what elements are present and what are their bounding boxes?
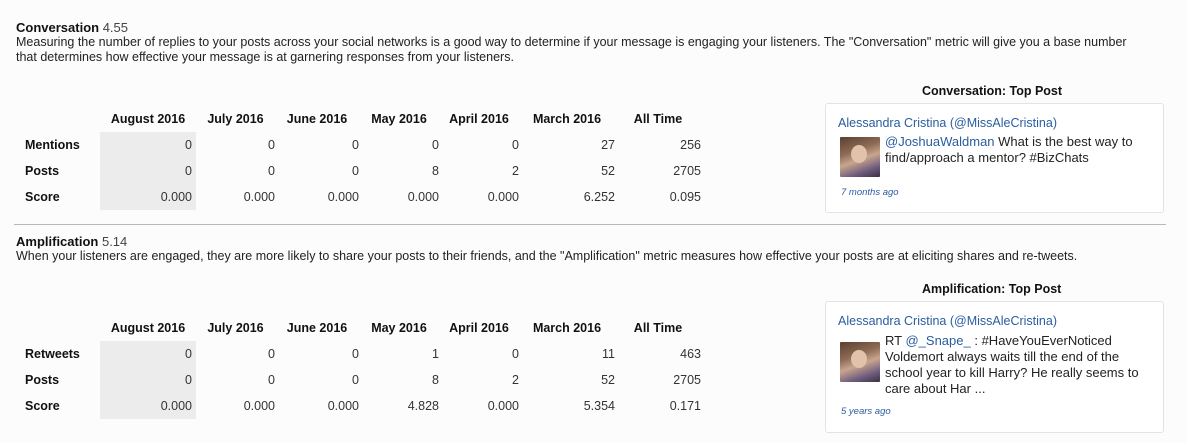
amplification-description: When your listeners are engaged, they are more likely to share your posts to their friends, and the "Amplification" metric measures how effective your posts are at eliciting shares and re-tweets. <box>16 249 1078 263</box>
row-label: Score <box>25 399 60 413</box>
column-header: April 2016 <box>449 112 509 126</box>
table-cell: 6.252 <box>583 190 615 204</box>
table-cell: 0.000 <box>100 393 196 419</box>
table-cell: 0 <box>352 138 359 152</box>
column-header: July 2016 <box>207 112 264 126</box>
tweet-mention-link[interactable]: @JoshuaWaldman <box>885 134 995 149</box>
amplification-table <box>16 315 701 419</box>
table-cell: 52 <box>601 164 615 178</box>
top-post-timestamp[interactable]: 7 months ago <box>841 187 899 198</box>
table-cell: 0 <box>100 341 196 367</box>
tweet-body: What is the best way to find/approach a mentor? #BizChats <box>885 134 1133 165</box>
row-label: Mentions <box>25 138 80 152</box>
table-row <box>16 184 701 210</box>
column-header: March 2016 <box>532 321 602 335</box>
row-label: Retweets <box>25 347 80 361</box>
column-header: May 2016 <box>371 112 427 126</box>
table-corner <box>16 106 100 132</box>
table-cell: 0.171 <box>669 399 701 413</box>
table-cell: 0 <box>432 138 439 152</box>
top-post-author-link[interactable]: Alessandra Cristina (@MissAleCristina) <box>838 116 1057 130</box>
table-header-row <box>16 106 701 132</box>
table-cell: 0 <box>268 138 275 152</box>
table-cell: 0.000 <box>243 399 275 413</box>
conversation-score: 4.55 <box>102 20 129 35</box>
table-cell: 2 <box>512 164 519 178</box>
table-cell: 0 <box>268 347 275 361</box>
conversation-top-post-heading: Conversation: Top Post <box>922 84 1063 98</box>
column-header: June 2016 <box>286 321 348 335</box>
tweet-mention-link[interactable]: @_Snape_ <box>905 333 971 348</box>
table-cell: 0.000 <box>327 399 359 413</box>
top-post-text <box>885 134 1155 166</box>
table-cell: 0 <box>352 347 359 361</box>
section-divider <box>14 224 1166 225</box>
conversation-table <box>16 106 701 210</box>
amplification-score: 5.14 <box>101 234 128 249</box>
table-cell: 256 <box>680 138 701 152</box>
tweet-prefix: RT <box>885 333 906 348</box>
table-cell: 2705 <box>673 373 701 387</box>
column-header: August 2016 <box>110 112 186 126</box>
table-cell: 0.000 <box>327 190 359 204</box>
table-cell: 0.000 <box>487 190 519 204</box>
table-cell: 0 <box>100 132 196 158</box>
table-cell: 0 <box>512 347 519 361</box>
table-cell: 11 <box>602 347 615 361</box>
column-header: All Time <box>633 321 683 335</box>
table-row <box>16 158 701 184</box>
table-cell: 0 <box>352 164 359 178</box>
amplification-top-post-card <box>825 301 1164 433</box>
table-corner <box>16 315 100 341</box>
amplification-title: Amplification <box>16 234 99 249</box>
column-header: April 2016 <box>449 321 509 335</box>
conversation-heading <box>16 20 1170 35</box>
table-cell: 5.354 <box>583 399 615 413</box>
table-cell: 0.000 <box>243 190 275 204</box>
top-post-timestamp[interactable]: 5 years ago <box>841 406 891 417</box>
table-cell: 27 <box>601 138 615 152</box>
table-cell: 0.000 <box>487 399 519 413</box>
table-cell: 2705 <box>673 164 701 178</box>
conversation-top-post-card <box>825 103 1164 213</box>
table-cell: 52 <box>601 373 615 387</box>
table-cell: 8 <box>432 373 439 387</box>
conversation-description: Measuring the number of replies to your posts across your social networks is a good way to determine if your message is engaging your listeners. The "Conversation" metric will give you a base number that determines how effective your message is at garnering responses from your listeners. <box>16 35 1127 64</box>
table-cell: 2 <box>512 373 519 387</box>
table-cell: 0.000 <box>407 190 439 204</box>
table-cell: 1 <box>432 347 439 361</box>
amplification-top-post-heading: Amplification: Top Post <box>922 282 1062 296</box>
amplification-heading <box>16 234 1170 249</box>
row-label: Posts <box>25 164 60 178</box>
column-header: All Time <box>633 112 683 126</box>
avatar <box>840 137 880 177</box>
table-cell: 8 <box>432 164 439 178</box>
avatar <box>840 342 880 382</box>
top-post-text <box>885 333 1155 397</box>
column-header: May 2016 <box>371 321 427 335</box>
column-header: July 2016 <box>207 321 264 335</box>
table-header-row <box>16 315 701 341</box>
table-row <box>16 393 701 419</box>
conversation-title: Conversation <box>16 20 100 35</box>
table-cell: 0 <box>100 158 196 184</box>
table-cell: 0 <box>268 164 275 178</box>
table-cell: 0 <box>512 138 519 152</box>
table-cell: 0 <box>352 373 359 387</box>
top-post-author-link[interactable]: Alessandra Cristina (@MissAleCristina) <box>838 314 1057 328</box>
table-cell: 0 <box>268 373 275 387</box>
table-row <box>16 341 701 367</box>
column-header: March 2016 <box>532 112 602 126</box>
table-cell: 4.828 <box>407 399 439 413</box>
row-label: Score <box>25 190 60 204</box>
table-cell: 0 <box>100 367 196 393</box>
row-label: Posts <box>25 373 60 387</box>
tweet-body: : #HaveYouEverNoticed Voldemort always waits till the end of the school year to kill Harry? He really seems to care about Har ... <box>885 333 1139 396</box>
table-cell: 0.095 <box>669 190 701 204</box>
table-row <box>16 367 701 393</box>
table-cell: 463 <box>680 347 701 361</box>
column-header: June 2016 <box>286 112 348 126</box>
table-cell: 0.000 <box>100 184 196 210</box>
column-header: August 2016 <box>110 321 186 335</box>
table-row <box>16 132 701 158</box>
